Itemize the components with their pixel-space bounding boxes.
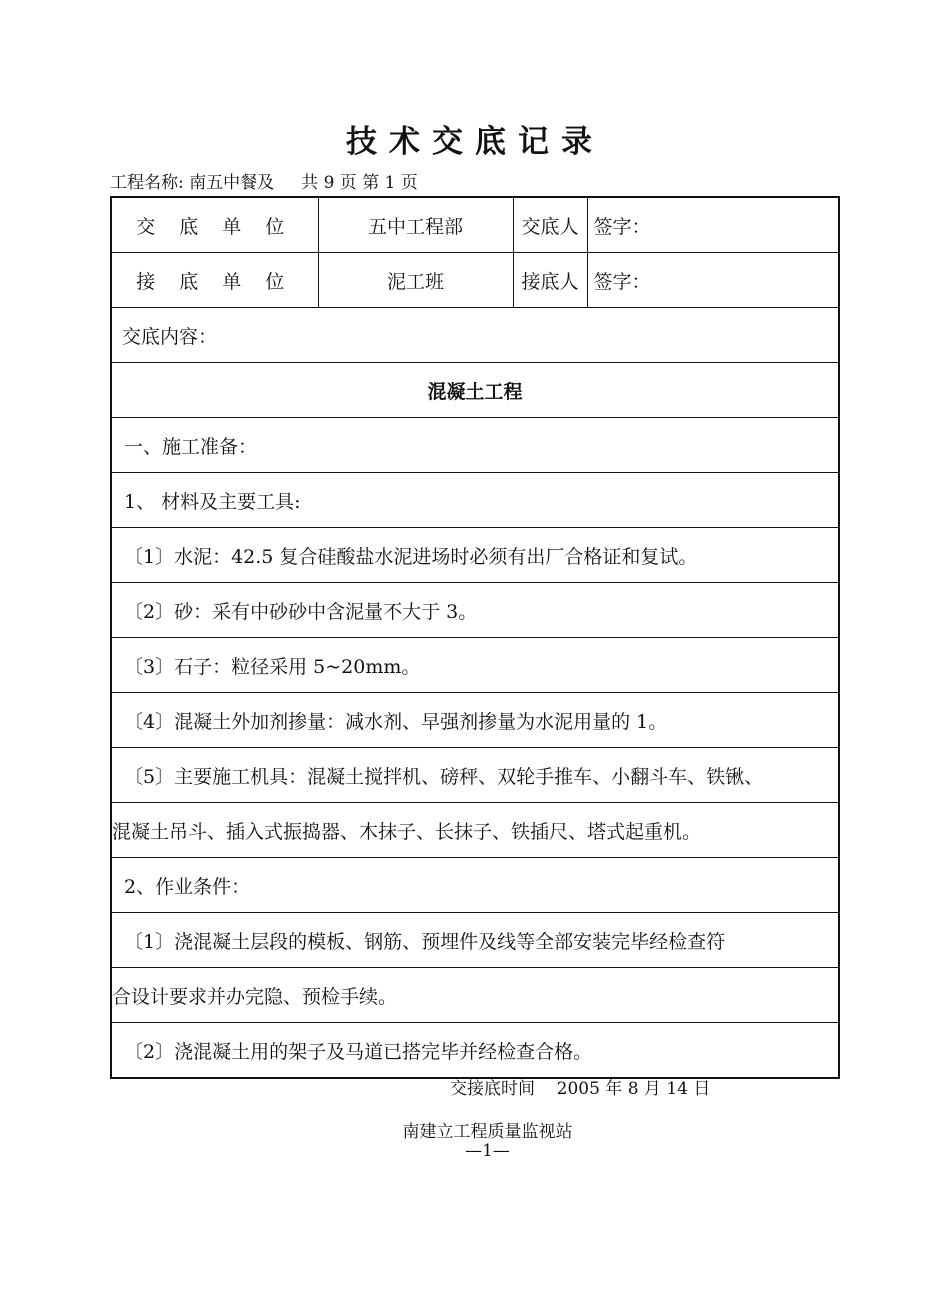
section-heading-row [111,363,839,418]
content-line [111,748,839,803]
content-line [111,473,839,528]
handover-time [450,1078,710,1100]
receiver-signature-field: 签字： [587,253,839,308]
receiver-row [111,253,839,308]
page-info: 共 9 页 第 1 页 [301,173,418,193]
issuer-signature-field: 签字： [587,197,839,253]
content-line [111,418,839,473]
content-line [111,583,839,638]
content-line-text: 〔3〕石子：粒径采用 5~20mm。 [111,638,839,693]
project-name-label: 工程名称: [110,173,184,193]
issuer-unit-value: 五中工程部 [318,197,513,253]
content-line-text: 〔2〕浇混凝土用的架子及马道已搭完毕并经检查合格。 [111,1023,839,1079]
content-label: 交底内容： [111,308,839,363]
content-line-text: 〔4〕混凝土外加剂掺量：减水剂、早强剂掺量为水泥用量的 1。 [111,693,839,748]
content-line-text: 〔1〕浇混凝土层段的模板、钢筋、预埋件及线等全部安装完毕经检查符 [111,913,839,968]
content-line-text: 合设计要求并办完隐、预检手续。 [111,968,839,1023]
content-line-text: 〔2〕砂：采有中砂砂中含泥量不大于 3。 [111,583,839,638]
content-line-text: 一、施工准备： [111,418,839,473]
content-line [111,528,839,583]
project-name-value: 南五中餐及 [189,173,275,193]
handover-date: 2005 年 8 月 14 日 [556,1079,711,1099]
supervising-organization: 南建立工程质量监视站 [402,1122,573,1142]
content-line [111,1023,839,1079]
issuer-person-label: 交底人 [513,197,587,253]
receiver-unit-label: 接 底 单 位 [111,253,318,308]
issuer-row [111,197,839,253]
content-line [111,803,839,858]
content-line-text: 〔1〕水泥：42.5 复合硅酸盐水泥进场时必须有出厂合格证和复试。 [111,528,839,583]
content-line-text: 1、 材料及主要工具: [111,473,839,528]
content-line [111,913,839,968]
page-number: —1— [465,1141,510,1161]
content-line [111,968,839,1023]
disclosure-form-table [110,196,840,1079]
handover-time-label: 交接底时间 [450,1079,535,1099]
content-line-text: 混凝土吊斗、插入式振捣器、木抹子、长抹子、铁插尺、塔式起重机。 [111,803,839,858]
content-label-row [111,308,839,363]
content-line [111,638,839,693]
content-line-text: 〔5〕主要施工机具：混凝土搅拌机、磅秤、双轮手推车、小翻斗车、铁锹、 [111,748,839,803]
issuer-unit-label: 交 底 单 位 [111,197,318,253]
receiver-person-label: 接底人 [513,253,587,308]
page-title: 技术交底记录 [346,124,604,160]
project-header [110,172,418,194]
content-line [111,693,839,748]
section-heading: 混凝土工程 [111,363,839,418]
content-line-text: 2、作业条件： [111,858,839,913]
content-line [111,858,839,913]
receiver-unit-value: 泥工班 [318,253,513,308]
